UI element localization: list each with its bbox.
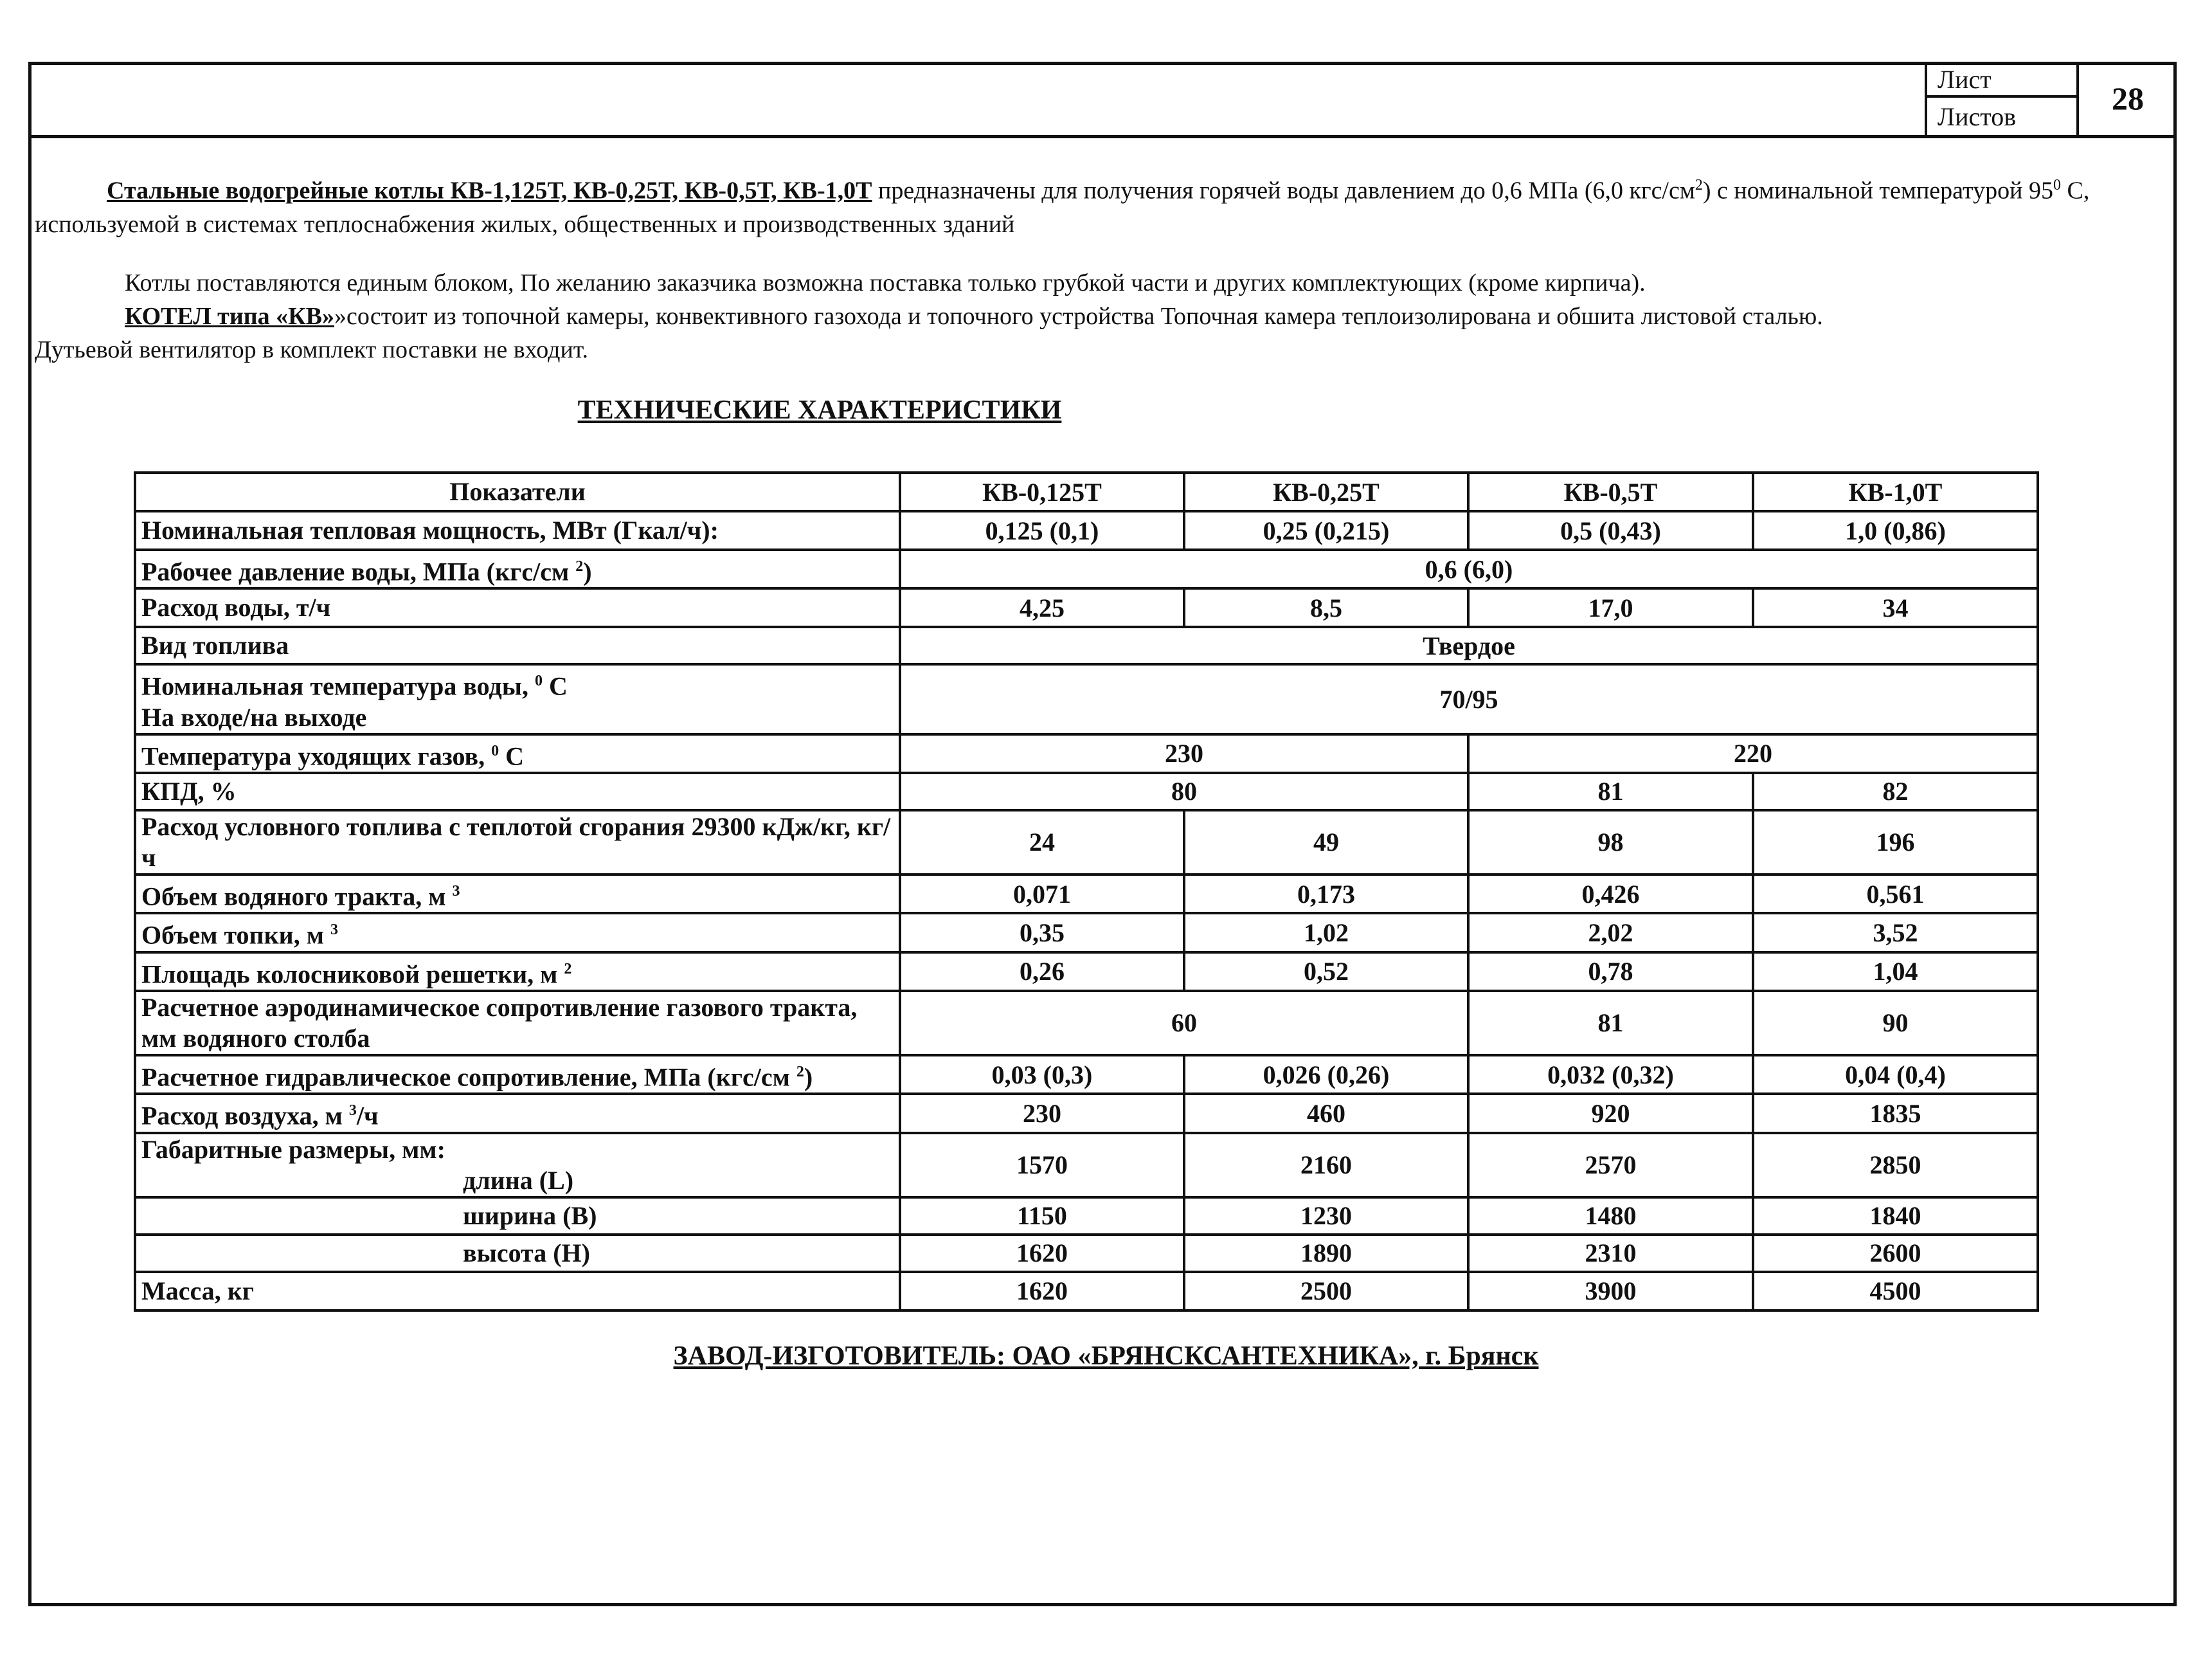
table-row: Расчетное аэродинамическое сопротивление газового тракта, мм водяного столба 60 81 90 [135, 991, 2038, 1055]
intro-paragraph: Стальные водогрейные котлы КВ-1,125Т, КВ-0,25Т, КВ-0,5Т, КВ-1,0Т предназначены для получения горячей воды давлением до 0,6 МПа (6,0 кгс/$см^2$) с номинальной температурой $95^0$ С, используемой в системах теплоснабжения жилых, общественных и производственных зданий [35, 177, 2090, 238]
header-divider [28, 135, 2177, 138]
col-header-kv10: КВ-1,0Т [1753, 473, 2038, 511]
manufacturer-line: ЗАВОД-ИЗГОТОВИТЕЛЬ: ОАО «БРЯНСКСАНТЕХНИКА», г. Брянск [673, 1341, 1539, 1371]
table-row: Рабочее давление воды, МПа (кгс/см $^2$) 0,6 (6,0) [135, 550, 2038, 588]
table-row: высота (Н) 1620 1890 2310 2600 [135, 1235, 2038, 1272]
table-row: Площадь колосниковой решетки, м $^2$ 0,26 0,52 0,78 1,04 [135, 952, 2038, 991]
tech-spec-table [134, 471, 2039, 1312]
table-row: Номинальная тепловая мощность, МВт (Гкал/ч): 0,125 (0,1) 0,25 (0,215) 0,5 (0,43) 1,0 (0,86) [135, 511, 2038, 550]
sheet-number: 28 [2076, 62, 2177, 135]
table-row: КПД, % 80 81 82 [135, 773, 2038, 810]
col-header-param: Показатели [135, 473, 900, 511]
table-row: Расход воздуха, м $^3$/ч 230 460 920 1835 [135, 1094, 2038, 1132]
table-row: Температура уходящих газов, $^0$ С 230 220 [135, 734, 2038, 773]
supply-paragraph: Котлы поставляются единым блоком, По желанию заказчика возможна поставка только грубкой части и других комплектующих (кроме кирпича). [125, 269, 1646, 296]
col-header-kv025: КВ-0,25Т [1184, 473, 1468, 511]
table-row: Расход воды, т/ч 4,25 8,5 17,0 34 [135, 588, 2038, 627]
sheet-label: Лист [1925, 62, 2076, 98]
table-row: Масса, кг 1620 2500 3900 4500 [135, 1272, 2038, 1310]
sheets-label: Листов [1925, 98, 2076, 135]
title-block-stamp [1925, 62, 2177, 136]
table-row: Расход условного топлива с теплотой сгорания 29300 кДж/кг, кг/ч 24 49 98 196 [135, 810, 2038, 875]
table-row: Габаритные размеры, мм: длина (L) 1570 2160 2570 2850 [135, 1133, 2038, 1197]
section-title: ТЕХНИЧЕСКИЕ ХАРАКТЕРИСТИКИ [577, 395, 1062, 425]
col-header-kv05: КВ-0,5Т [1468, 473, 1753, 511]
table-row: Объем топки, м $^3$ 0,35 1,02 2,02 3,52 [135, 913, 2038, 952]
kotel-paragraph: КОТЕЛ типа «КВ»»состоит из топочной камеры, конвективного газохода и топочного устройства Топочная камера теплоизолирована и обшита листовой сталью. Дутьевой вентилятор в комплект поставки не входит. [35, 303, 1823, 363]
table-row: Вид топлива Твердое [135, 627, 2038, 664]
intro-title: Стальные водогрейные котлы КВ-1,125Т, КВ-0,25Т, КВ-0,5Т, КВ-1,0Т [107, 177, 872, 204]
col-header-kv0125: КВ-0,125Т [900, 473, 1184, 511]
fan-note: Дутьевой вентилятор в комплект поставки не входит. [35, 336, 589, 363]
table-row: Объем водяного тракта, м $^3$ 0,071 0,173 0,426 0,561 [135, 875, 2038, 913]
table-header-row [135, 473, 2038, 511]
table-row: Расчетное гидравлическое сопротивление, МПа (кгс/см $^2$) 0,03 (0,3) 0,026 (0,26) 0,032 (0,32) 0,04 (0,4) [135, 1055, 2038, 1094]
kotel-title: КОТЕЛ типа «КВ» [125, 303, 335, 330]
table-row: ширина (В) 1150 1230 1480 1840 [135, 1197, 2038, 1235]
table-row: Номинальная температура воды, $^0$ С На входе/на выходе 70/95 [135, 664, 2038, 734]
